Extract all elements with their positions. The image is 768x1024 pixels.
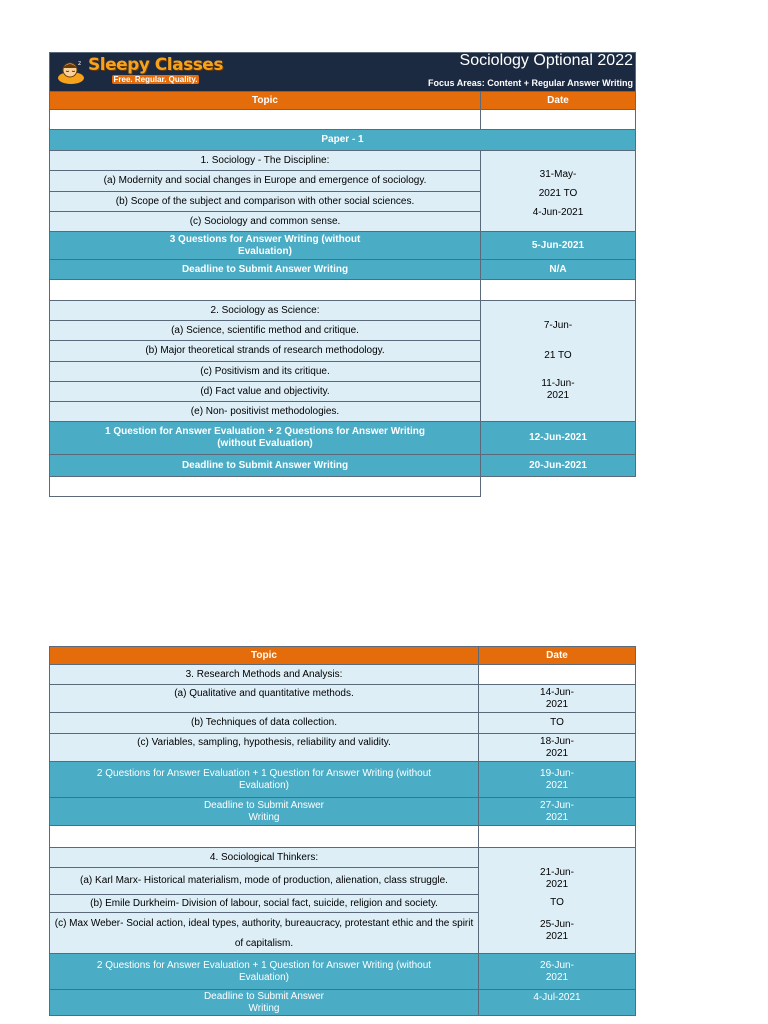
date-range-cell <box>481 151 636 232</box>
brand-tagline: Free. Regular. Quality. <box>113 75 198 84</box>
topic-item: (c) Variables, sampling, hypothesis, reliability and validity. <box>50 734 479 762</box>
date-end: 25-Jun-2021 <box>540 918 574 942</box>
topic-item: (a) Science, scientific method and critique. <box>50 321 481 341</box>
deadline-row <box>50 798 636 826</box>
task-row <box>50 954 636 990</box>
topic-item: (d) Fact value and objectivity. <box>50 382 481 402</box>
deadline-label: Deadline to Submit Answer Writing <box>50 455 481 477</box>
deadline-row <box>50 990 636 1016</box>
schedule-table-2 <box>49 646 636 1016</box>
topic-item: of capitalism. <box>50 936 479 954</box>
topic-item: (b) Techniques of data collection. <box>50 713 479 734</box>
column-header-row <box>50 92 636 110</box>
deadline-date: 27-Jun-2021 <box>479 798 636 826</box>
section-heading: 1. Sociology - The Discipline: <box>50 151 481 171</box>
date-column-header: Date <box>479 647 636 665</box>
topic-column-header: Topic <box>50 647 479 665</box>
topic-item: (c) Positivism and its critique. <box>50 362 481 382</box>
deadline-label: Deadline to Submit Answer Writing <box>50 990 479 1016</box>
topic-column-header: Topic <box>50 92 481 110</box>
task-label: 3 Questions for Answer Writing (without Evaluation) <box>50 232 481 260</box>
topic-row <box>50 713 636 734</box>
page-subtitle: Focus Areas: Content + Regular Answer Writing <box>428 78 633 88</box>
task-label: 2 Questions for Answer Evaluation + 1 Question for Answer Writing (without Evaluation) <box>50 954 479 990</box>
date-line: 2021 <box>546 390 570 401</box>
topic-row <box>50 734 636 762</box>
section-heading-row <box>50 301 636 321</box>
brand-name: Sleepy Classes <box>88 55 223 75</box>
topic-item: (b) Scope of the subject and comparison with other social sciences. <box>50 192 481 212</box>
task-row <box>50 762 636 798</box>
date-start: 21-Jun-2021 <box>540 866 574 890</box>
deadline-date: N/A <box>481 260 636 280</box>
section-heading: 2. Sociology as Science: <box>50 301 481 321</box>
topic-item: (c) Max Weber- Social action, ideal types, authority, bureaucracy, protestant ethic and the spirit <box>50 913 479 936</box>
date-line: 4-Jun-2021 <box>532 207 584 218</box>
spacer-row <box>50 280 636 301</box>
paper-label-row <box>50 130 636 151</box>
section-heading: 3. Research Methods and Analysis: <box>50 665 479 685</box>
paper-label: Paper - 1 <box>50 130 636 151</box>
date-line: 21 TO <box>544 350 572 361</box>
task-label: 1 Question for Answer Evaluation + 2 Questions for Answer Writing (without Evaluation) <box>50 422 481 455</box>
section-heading: 4. Sociological Thinkers: <box>50 848 479 868</box>
deadline-date: 4-Jul-2021 <box>479 990 636 1016</box>
header-band <box>50 53 636 92</box>
date-to: TO <box>550 896 564 908</box>
topic-item: (b) Major theoretical strands of research methodology. <box>50 341 481 362</box>
task-date: 12-Jun-2021 <box>481 422 636 455</box>
task-date: 26-Jun-2021 <box>479 954 636 990</box>
column-header-row <box>50 647 636 665</box>
date-end: 18-Jun-2021 <box>479 734 636 762</box>
deadline-row <box>50 455 636 477</box>
date-line: 2021 TO <box>538 188 578 199</box>
date-line: 7-Jun- <box>543 320 573 331</box>
date-column-header: Date <box>481 92 636 110</box>
deadline-date: 20-Jun-2021 <box>481 455 636 477</box>
schedule-table-1 <box>49 52 636 497</box>
date-start: 14-Jun-2021 <box>479 685 636 713</box>
task-date: 19-Jun-2021 <box>479 762 636 798</box>
topic-item: (c) Sociology and common sense. <box>50 212 481 232</box>
svg-text:z: z <box>78 59 82 67</box>
header-cell <box>50 53 636 92</box>
topic-row <box>50 685 636 713</box>
task-row <box>50 422 636 455</box>
topic-item: (a) Modernity and social changes in Europe and emergence of sociology. <box>50 171 481 192</box>
deadline-label: Deadline to Submit Answer Writing <box>50 798 479 826</box>
date-line: 31-May- <box>539 169 577 180</box>
task-label: 2 Questions for Answer Evaluation + 1 Question for Answer Writing (without Evaluation) <box>50 762 479 798</box>
topic-item: (e) Non- positivist methodologies. <box>50 402 481 422</box>
task-date: 5-Jun-2021 <box>481 232 636 260</box>
topic-item: (a) Qualitative and quantitative methods. <box>50 685 479 713</box>
section-heading-row <box>50 665 636 685</box>
task-row <box>50 232 636 260</box>
date-range-cell <box>481 301 636 422</box>
topic-item: (b) Emile Durkheim- Division of labour, social fact, suicide, religion and society. <box>50 895 479 913</box>
spacer-row <box>50 826 636 848</box>
spacer-row <box>50 110 636 130</box>
date-range-cell <box>479 848 636 954</box>
sleeping-character-logo-icon <box>56 59 86 85</box>
page-title: Sociology Optional 2022 <box>459 52 633 69</box>
section-heading-row <box>50 151 636 171</box>
topic-item: (a) Karl Marx- Historical materialism, mode of production, alienation, class struggle. <box>50 868 479 895</box>
deadline-label: Deadline to Submit Answer Writing <box>50 260 481 280</box>
date-to: TO <box>479 713 636 734</box>
spacer-row <box>50 477 636 497</box>
brand-logo <box>56 57 223 86</box>
section-heading-row <box>50 848 636 868</box>
date-line: 11-Jun- <box>541 378 575 389</box>
deadline-row <box>50 260 636 280</box>
